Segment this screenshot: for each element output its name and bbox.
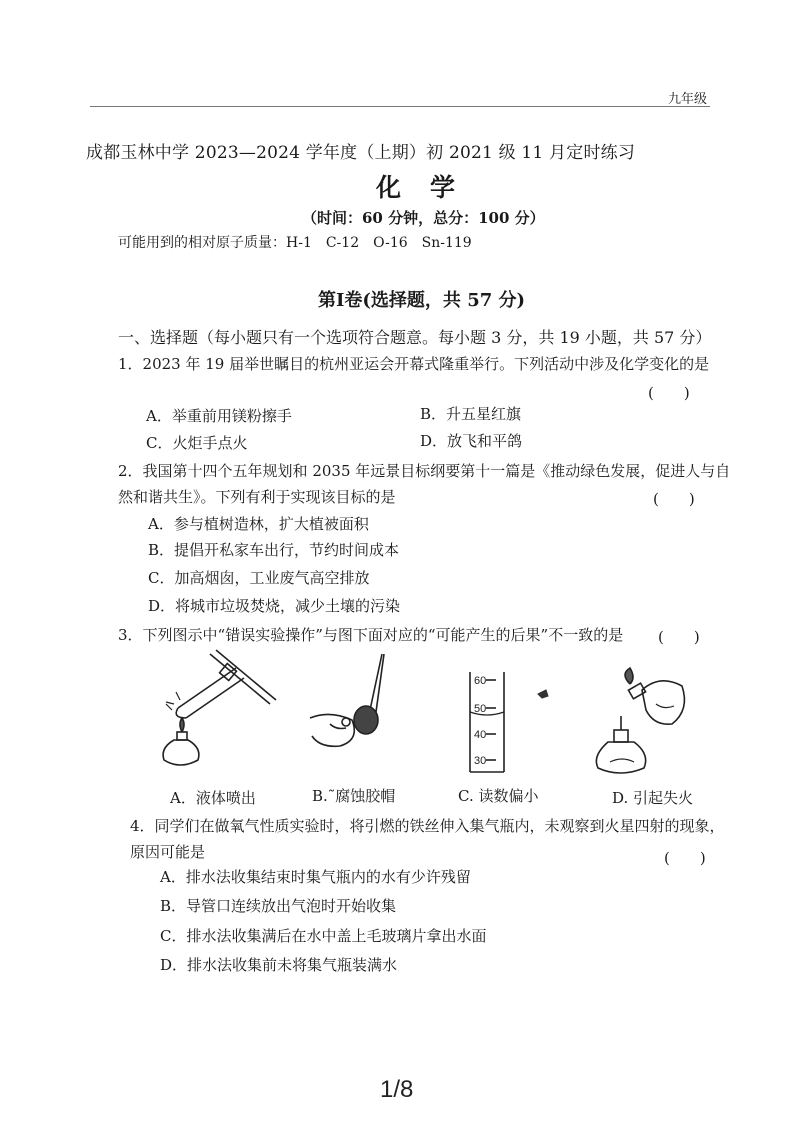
question-2-answer-paren: ( )	[653, 490, 695, 508]
section-title: 一、选择题（每小题只有一个选项符合题意。每小题 3 分，共 19 小题，共 57 分）	[118, 328, 712, 347]
question-4-option-a: A．排水法收集结束时集气瓶内的水有少许残留	[160, 868, 471, 886]
question-2-stem-line1: 2．我国第十四个五年规划和 2035 年远景目标纲要第十一篇是《推动绿色发展，促进人与自	[118, 462, 731, 480]
question-4-stem-line1: 4．同学们在做氧气性质实验时，将引燃的铁丝伸入集气瓶内，未观察到火星四射的现象，	[130, 817, 725, 835]
question-1-option-b: B．升五星红旗	[420, 405, 522, 423]
question-4-option-d: D．排水法收集前未将集气瓶装满水	[160, 956, 398, 974]
time-info: （时间：60 分钟，总分：100 分）	[302, 209, 545, 227]
volume-title: 第Ⅰ卷(选择题，共 57 分)	[318, 290, 526, 311]
grade-label: 九年级	[668, 92, 708, 107]
cylinder-tick-label: 30	[474, 755, 487, 767]
atomic-mass-info: 可能用到的相对原子质量：H-1 C-12 O-16 Sn-119	[118, 235, 472, 251]
page-number: 1/8	[380, 1076, 414, 1103]
question-3-option-a: A．液体喷出	[170, 789, 256, 807]
cylinder-tick-label: 60	[474, 675, 487, 687]
figure-b-dropper-inverted	[300, 648, 400, 758]
cylinder-tick-label: 40	[474, 729, 487, 741]
question-1-option-c: C．火炬手点火	[146, 434, 248, 452]
question-3-answer-paren: ( )	[658, 628, 700, 646]
exam-title: 成都玉林中学 2023—2024 学年度（上期）初 2021 级 11 月定时练习	[86, 143, 636, 163]
question-2-option-a: A．参与植树造林，扩大植被面积	[148, 515, 369, 533]
question-2-option-b: B．提倡开私家车出行，节约时间成本	[148, 541, 400, 559]
question-1-option-d: D．放飞和平鸽	[420, 432, 523, 450]
subject-title: 化 学	[376, 173, 458, 202]
question-1-stem: 1．2023 年 19 届举世瞩目的杭州亚运会开幕式隆重举行。下列活动中涉及化学变化的是	[118, 355, 710, 373]
question-2-option-d: D．将城市垃圾焚烧，减少土壤的污染	[148, 597, 401, 615]
figure-c-graduated-cylinder	[460, 668, 570, 778]
header-rule	[90, 106, 710, 107]
question-4-option-c: C．排水法收集满后在水中盖上毛玻璃片拿出水面	[160, 927, 487, 945]
question-2-option-c: C．加高烟囱，工业废气高空排放	[148, 569, 370, 587]
cylinder-tick-label: 50	[474, 703, 487, 715]
question-2-stem-line2: 然和谐共生》。下列有利于实现该目标的是	[118, 488, 396, 506]
question-4-option-b: B．导管口连续放出气泡时开始收集	[160, 897, 397, 915]
figure-d-lamp-lighting	[590, 660, 700, 780]
question-3-option-c: C. 读数偏小	[458, 787, 539, 805]
question-4-stem-line2: 原因可能是	[130, 843, 206, 861]
question-1-answer-paren: ( )	[648, 384, 690, 402]
question-3-option-d: D. 引起失火	[612, 789, 694, 807]
question-4-answer-paren: ( )	[664, 849, 706, 867]
question-3-option-b: B.˜腐蚀胶帽	[312, 787, 396, 805]
figure-a-test-tube-heating	[150, 648, 280, 778]
question-1-option-a: A．举重前用镁粉擦手	[146, 407, 292, 425]
question-3-stem: 3．下列图示中“错误实验操作”与图下面对应的“可能产生的后果”不一致的是	[118, 626, 624, 644]
eye-icon	[538, 690, 548, 698]
